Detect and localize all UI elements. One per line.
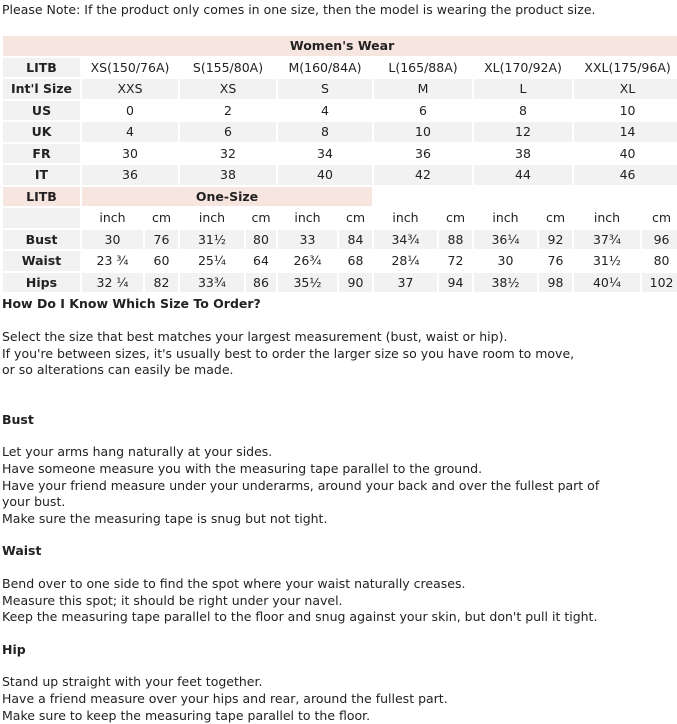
table-cell: 33 bbox=[278, 230, 337, 250]
table-cell: 32 ¼ bbox=[82, 273, 143, 293]
row-label: Bust bbox=[3, 230, 80, 250]
table-cell: 30 bbox=[82, 230, 143, 250]
table-cell: 35½ bbox=[278, 273, 337, 293]
table-cell: 14 bbox=[574, 122, 677, 142]
table-cell: 8 bbox=[474, 101, 572, 121]
section-line: Bend over to one side to find the spot where your waist naturally creases. bbox=[2, 576, 672, 593]
section-line: Make sure the measuring tape is snug but not tight. bbox=[2, 511, 672, 528]
table-cell: XL bbox=[574, 79, 677, 99]
intro-line: or so alterations can easily be made. bbox=[2, 362, 672, 379]
measure-row bbox=[3, 230, 677, 250]
section-heading: Waist bbox=[2, 543, 672, 560]
units-row bbox=[3, 208, 677, 228]
section-line: your bust. bbox=[2, 494, 672, 511]
table-cell: 37¾ bbox=[574, 230, 640, 250]
size-header-cell: L(165/88A) bbox=[374, 58, 472, 78]
table-cell: 30 bbox=[474, 251, 537, 271]
row-label: Hips bbox=[3, 273, 80, 293]
table-cell: 10 bbox=[574, 101, 677, 121]
conversion-row bbox=[3, 165, 677, 185]
unit-cm: cm bbox=[145, 208, 178, 228]
unit-cm: cm bbox=[246, 208, 276, 228]
section-heading: Bust bbox=[2, 412, 672, 429]
table-cell: 80 bbox=[642, 251, 677, 271]
conversion-row bbox=[3, 122, 677, 142]
table-cell: 4 bbox=[278, 101, 372, 121]
table-cell: 6 bbox=[374, 101, 472, 121]
conversion-row bbox=[3, 79, 677, 99]
section-line: Have a friend measure over your hips and rear, around the fullest part. bbox=[2, 691, 672, 708]
size-header-row bbox=[3, 58, 677, 78]
size-header-cell: XS(150/76A) bbox=[82, 58, 178, 78]
table-cell: 26¾ bbox=[278, 251, 337, 271]
table-cell: 46 bbox=[574, 165, 677, 185]
one-size-label: One-Size bbox=[82, 187, 372, 207]
unit-inch: inch bbox=[474, 208, 537, 228]
table-cell: 23 ¾ bbox=[82, 251, 143, 271]
guide-intro bbox=[2, 329, 672, 379]
unit-cm: cm bbox=[439, 208, 472, 228]
table-cell: 76 bbox=[539, 251, 572, 271]
size-header-cell: M(160/84A) bbox=[278, 58, 372, 78]
table-cell: 28¼ bbox=[374, 251, 437, 271]
table-cell: 44 bbox=[474, 165, 572, 185]
unit-cm: cm bbox=[339, 208, 372, 228]
table-cell: 72 bbox=[439, 251, 472, 271]
section-line: Have your friend measure under your underarms, around your back and over the fullest part of bbox=[2, 478, 672, 495]
size-chart-table bbox=[1, 34, 677, 294]
unit-inch: inch bbox=[574, 208, 640, 228]
row-label: FR bbox=[3, 144, 80, 164]
table-cell: 30 bbox=[82, 144, 178, 164]
row-label: US bbox=[3, 101, 80, 121]
unit-cm: cm bbox=[642, 208, 677, 228]
unit-cm: cm bbox=[539, 208, 572, 228]
table-cell: 68 bbox=[339, 251, 372, 271]
table-cell: 94 bbox=[439, 273, 472, 293]
unit-inch: inch bbox=[278, 208, 337, 228]
table-cell: 80 bbox=[246, 230, 276, 250]
table-cell: 38 bbox=[474, 144, 572, 164]
table-cell: 34 bbox=[278, 144, 372, 164]
table-cell: 36 bbox=[82, 165, 178, 185]
table-cell: 90 bbox=[339, 273, 372, 293]
guide-question: How Do I Know Which Size To Order? bbox=[2, 295, 672, 313]
table-cell: XS bbox=[180, 79, 276, 99]
size-note: Please Note: If the product only comes in one size, then the model is wearing the product size. bbox=[2, 2, 596, 17]
table-cell: 60 bbox=[145, 251, 178, 271]
table-cell: 8 bbox=[278, 122, 372, 142]
table-cell: 32 bbox=[180, 144, 276, 164]
litb-label-2: LITB bbox=[3, 187, 80, 207]
conversion-row bbox=[3, 101, 677, 121]
unit-inch: inch bbox=[374, 208, 437, 228]
section-line: Make sure to keep the measuring tape parallel to the floor. bbox=[2, 708, 672, 724]
section-line: Measure this spot; it should be right under your navel. bbox=[2, 593, 672, 610]
size-header-cell: XL(170/92A) bbox=[474, 58, 572, 78]
table-cell: 34¾ bbox=[374, 230, 437, 250]
table-cell: 92 bbox=[539, 230, 572, 250]
table-title: Women's Wear bbox=[3, 36, 677, 56]
table-cell: 40 bbox=[574, 144, 677, 164]
size-guide bbox=[2, 295, 672, 724]
intro-line: Select the size that best matches your largest measurement (bust, waist or hip). bbox=[2, 329, 672, 346]
unit-inch: inch bbox=[180, 208, 244, 228]
table-cell: 38 bbox=[180, 165, 276, 185]
section-line: Keep the measuring tape parallel to the floor and snug against your skin, but don't pull it tight. bbox=[2, 609, 672, 626]
size-header-cell: S(155/80A) bbox=[180, 58, 276, 78]
table-cell: 98 bbox=[539, 273, 572, 293]
section-line: Stand up straight with your feet together. bbox=[2, 674, 672, 691]
section-heading: Hip bbox=[2, 642, 672, 659]
table-cell: 64 bbox=[246, 251, 276, 271]
table-cell: 36¼ bbox=[474, 230, 537, 250]
table-cell: 102 bbox=[642, 273, 677, 293]
size-header-cell: XXL(175/96A) bbox=[574, 58, 677, 78]
table-cell: 84 bbox=[339, 230, 372, 250]
unit-inch: inch bbox=[82, 208, 143, 228]
table-cell: XXS bbox=[82, 79, 178, 99]
table-cell: 31½ bbox=[180, 230, 244, 250]
table-cell: 37 bbox=[374, 273, 437, 293]
table-cell: 33¾ bbox=[180, 273, 244, 293]
table-cell: S bbox=[278, 79, 372, 99]
table-cell: 31½ bbox=[574, 251, 640, 271]
table-cell: 2 bbox=[180, 101, 276, 121]
intro-line: If you're between sizes, it's usually best to order the larger size so you have room to move, bbox=[2, 346, 672, 363]
table-cell: 6 bbox=[180, 122, 276, 142]
table-cell: 38½ bbox=[474, 273, 537, 293]
row-label: IT bbox=[3, 165, 80, 185]
table-cell: 82 bbox=[145, 273, 178, 293]
table-cell: M bbox=[374, 79, 472, 99]
table-cell: 36 bbox=[374, 144, 472, 164]
section-line: Let your arms hang naturally at your sides. bbox=[2, 444, 672, 461]
litb-label: LITB bbox=[3, 58, 80, 78]
measure-row bbox=[3, 251, 677, 271]
units-label-cell bbox=[3, 208, 80, 228]
table-cell: 25¼ bbox=[180, 251, 244, 271]
row-label: Waist bbox=[3, 251, 80, 271]
guide-sections bbox=[2, 379, 672, 724]
table-cell: 86 bbox=[246, 273, 276, 293]
table-cell: 42 bbox=[374, 165, 472, 185]
table-cell: 12 bbox=[474, 122, 572, 142]
conversion-row bbox=[3, 144, 677, 164]
table-cell: 40¼ bbox=[574, 273, 640, 293]
row-label: Int'l Size bbox=[3, 79, 80, 99]
spacer-cell bbox=[374, 187, 677, 207]
row-label: UK bbox=[3, 122, 80, 142]
section-line: Have someone measure you with the measuring tape parallel to the ground. bbox=[2, 461, 672, 478]
table-cell: 0 bbox=[82, 101, 178, 121]
table-cell: 76 bbox=[145, 230, 178, 250]
measure-row bbox=[3, 273, 677, 293]
table-cell: 4 bbox=[82, 122, 178, 142]
table-cell: 10 bbox=[374, 122, 472, 142]
table-cell: L bbox=[474, 79, 572, 99]
table-cell: 88 bbox=[439, 230, 472, 250]
table-cell: 96 bbox=[642, 230, 677, 250]
table-cell: 40 bbox=[278, 165, 372, 185]
one-size-header-row bbox=[3, 187, 677, 207]
